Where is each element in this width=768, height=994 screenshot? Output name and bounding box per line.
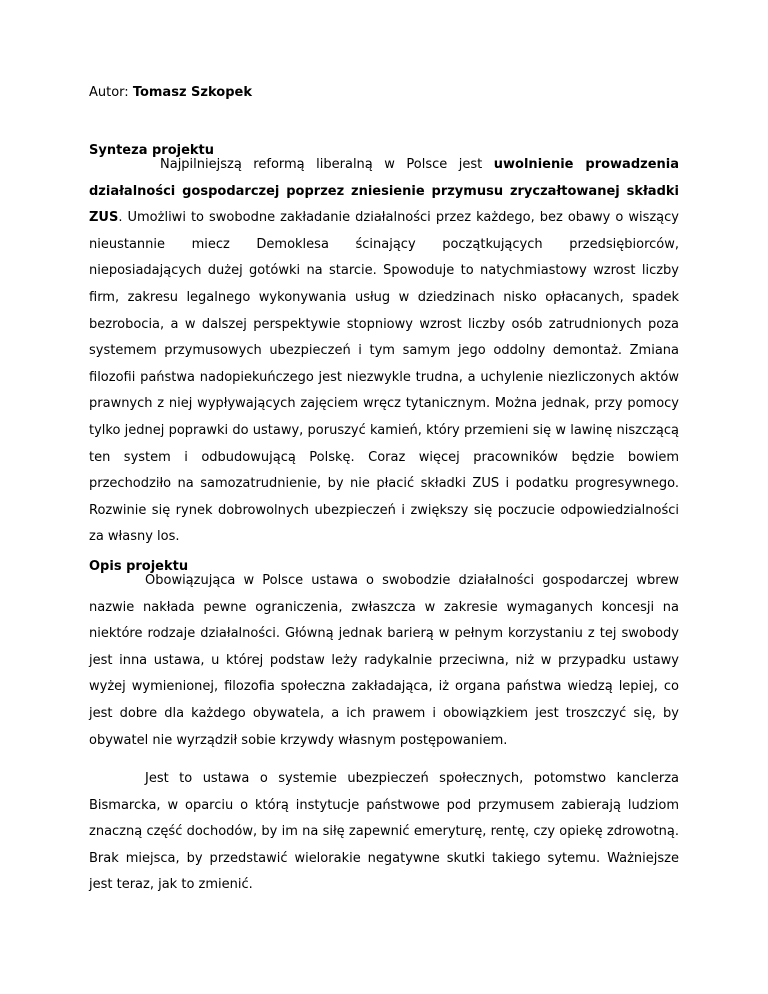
author-label: Autor: (89, 85, 133, 100)
author-line (89, 83, 252, 103)
synteza-heading: Synteza projektu (89, 143, 215, 158)
synteza-text-part2: . Umożliwi to swobodne zakładanie działalności przez każdego, bez obawy o wiszący nieustannie miecz Demoklesa ścinający początkujących przedsiębiorców, nieposiadających dużej gotówki na starcie. Spowoduje to natychmiastowy wzrost liczby firm, zakresu legalnego wykonywania usług w dziedzinach nisko opłacanych, spadek bezrobocia, a w dalszej perspektywie stopniowy wzrost liczby osób zatrudnionych poza systemem przymusowych ubezpieczeń i tym samym jego oddolny demontaż. Zmiana filozofii państwa nadopiekuńczego jest niezwykle trudna, a uchylenie niezliczonych aktów prawnych z niej wypływających zajęciem wręcz tytanicznym. Można jednak, przy pomocy tylko jednej poprawki do ustawy, poruszyć kamień, który przemieni się w lawinę niszczącą ten system i odbudowującą Polskę. Coraz więcej pracowników będzie bowiem przechodziło na samozatrudnienie, by nie płacić składki ZUS i podatku progresywnego. Rozwinie się rynek dobrowolnych ubezpieczeń i zwiększy się poczucie odpowiedzialności za własny los. (89, 210, 679, 545)
opis-paragraph-1: Obowiązująca w Polsce ustawa o swobodzie działalności gospodarczej wbrew nazwie nakłada pewne ograniczenia, zwłaszcza w zakresie wymaganych koncesji na niektóre rodzaje działalności. Główną jednak barierą w pełnym korzystaniu z tej swobody jest inna ustawa, u której podstaw leży radykalnie przeciwna, niż w przypadku ustawy wyżej wymienionej, filozofia społeczna zakładająca, iż organa państwa wiedzą lepiej, co jest dobre dla każdego obywatela, a ich prawem i obowiązkiem jest troszczyć się, by obywatel nie wyrządził sobie krzywdy własnym postępowaniem. (89, 573, 679, 748)
synteza-paragraph (89, 152, 679, 551)
synteza-bold-text: uwolnienie prowadzenia działalności gospodarczej poprzez zniesienie przymusu zryczałtowanej składki ZUS (89, 157, 679, 226)
opis-paragraph-2: Jest to ustawa o systemie ubezpieczeń społecznych, potomstwo kanclerza Bismarcka, w oparciu o którą instytucje państwowe pod przymusem zabierają ludziom znaczną część dochodów, by im na siłę zapewnić emeryturę, rentę, czy opiekę zdrowotną. Brak miejsca, by przedstawić wielorakie negatywne skutki takiego sytemu. Ważniejsze jest teraz, jak to zmienić. (89, 771, 679, 893)
opis-heading: Opis projektu (89, 559, 189, 574)
synteza-text-part1: Najpilniejszą reformą liberalną w Polsce jest (160, 157, 494, 172)
author-name: Tomasz Szkopek (132, 85, 252, 100)
